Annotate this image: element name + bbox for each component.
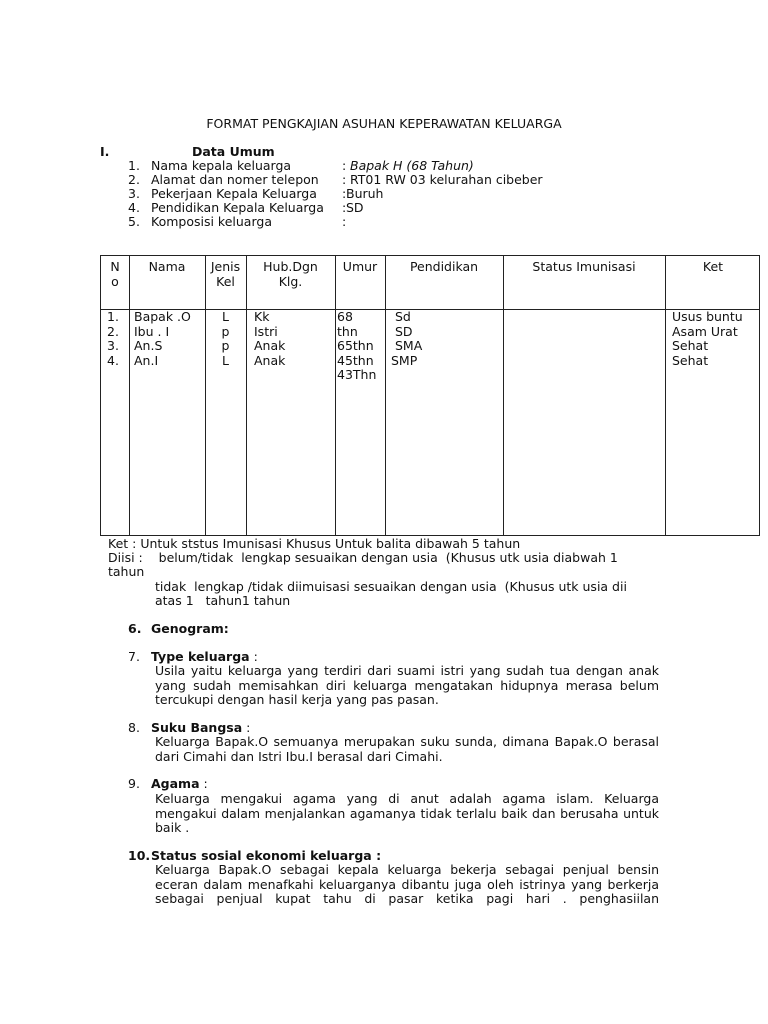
column-divider — [385, 256, 386, 535]
column-jenis-kel: L p p L — [221, 309, 230, 368]
item-number: 5. — [128, 214, 140, 229]
item-separator: : — [342, 200, 347, 215]
column-divider — [335, 256, 336, 535]
header-umur: Umur — [342, 259, 378, 274]
type-number: 7. — [128, 649, 140, 664]
column-divider — [129, 256, 130, 535]
column-no: 1. 2. 3. 4. — [107, 309, 119, 368]
note-diisi-line2b: atas 1 tahun1 tahun — [155, 593, 291, 608]
item-number: 1. — [128, 158, 140, 173]
header-jenis-kel: Jenis Kel — [210, 259, 241, 289]
item-number: 3. — [128, 186, 140, 201]
agama-colon: : — [199, 776, 208, 791]
item-separator: : — [342, 172, 347, 187]
agama-paragraph: Keluarga mengakui agama yang di anut adalah agama islam. Keluarga mengakui dalam menjalankan agamanya tidak terlalu baik dan berusaha untuk baik . — [155, 791, 659, 835]
agama-number: 9. — [128, 776, 140, 791]
status-paragraph: Keluarga Bapak.O sebagai kepala keluarga bekerja sebagai penjual bensin eceran dalam menafkahi keluarganya dibantu juga oleh istrinya yang berkerja sebagai penjual kupat tahu di pasar ketika pagi hari . penghasiilan — [155, 862, 659, 906]
item-value: SD — [346, 200, 364, 215]
item-number: 4. — [128, 200, 140, 215]
column-divider — [665, 256, 666, 535]
suku-number: 8. — [128, 720, 140, 735]
note-diisi-line2: tidak lengkap /tidak diimuisasi sesuaikan dengan usia (Khusus utk usia dii — [155, 579, 627, 594]
section-numeral: I. — [100, 144, 110, 159]
genogram-number: 6. — [128, 621, 142, 636]
header-nama: Nama — [148, 259, 186, 274]
item-separator: : — [342, 186, 347, 201]
suku-label: Suku Bangsa — [151, 720, 243, 735]
header-row-divider — [101, 309, 759, 310]
column-divider — [503, 256, 504, 535]
column-divider — [205, 256, 206, 535]
item-separator: : — [342, 214, 347, 229]
header-status-imunisasi: Status Imunisasi — [532, 259, 636, 274]
item-value: Buruh — [346, 186, 384, 201]
section-heading: Data Umum — [192, 144, 275, 159]
header-ket: Ket — [702, 259, 724, 274]
column-ket: Usus buntu Asam Urat Sehat Sehat — [672, 309, 743, 368]
header-no: N o — [110, 259, 120, 289]
item-separator: : — [342, 158, 347, 173]
item-label: Alamat dan nomer telepon — [151, 172, 319, 187]
type-colon: : — [249, 649, 258, 664]
agama-label: Agama — [151, 776, 200, 791]
column-hub-keluarga: Kk Istri Anak Anak — [254, 309, 286, 368]
item-label: Nama kepala keluarga — [151, 158, 292, 173]
header-pendidikan: Pendidikan — [409, 259, 479, 274]
type-label: Type keluarga — [151, 649, 250, 664]
family-composition-table — [100, 255, 760, 536]
item-number: 2. — [128, 172, 140, 187]
header-hub-keluarga: Hub.Dgn Klg. — [263, 259, 318, 289]
item-label: Pekerjaan Kepala Keluarga — [151, 186, 317, 201]
type-paragraph: Usila yaitu keluarga yang terdiri dari suami istri yang sudah tua dengan anak yang sudah memisahkan diri keluarga mengatakan hidupnya merasa belum tercukupi dengan hasil kerja yang pas pasan. — [155, 663, 659, 707]
column-divider — [246, 256, 247, 535]
suku-colon: : — [242, 720, 251, 735]
status-heading: Status sosial ekonomi keluarga : — [151, 848, 382, 863]
item-label: Pendidikan Kepala Keluarga — [151, 200, 324, 215]
genogram-heading: Genogram: — [151, 621, 229, 636]
column-pendidikan: Sd SD SMA SMP — [391, 309, 423, 368]
status-number: 10. — [128, 848, 151, 863]
note-ket: Ket : Untuk ststus Imunisasi Khusus Untuk balita dibawah 5 tahun — [108, 536, 521, 551]
item-label: Komposisi keluarga — [151, 214, 272, 229]
column-nama: Bapak .O Ibu . I An.S An.I — [134, 309, 191, 368]
note-diisi-line1b: tahun — [108, 564, 145, 579]
item-value: RT01 RW 03 kelurahan cibeber — [350, 172, 543, 187]
column-umur: 68 thn 65thn 45thn 43Thn — [337, 309, 377, 382]
document-title: FORMAT PENGKAJIAN ASUHAN KEPERAWATAN KELUARGA — [206, 116, 562, 131]
agama-heading — [151, 777, 208, 792]
note-diisi-line1: Diisi : belum/tidak lengkap sesuaikan dengan usia (Khusus utk usia diabwah 1 — [108, 550, 618, 565]
suku-paragraph: Keluarga Bapak.O semuanya merupakan suku sunda, dimana Bapak.O berasal dari Cimahi dan Istri Ibu.I berasal dari Cimahi. — [155, 734, 659, 764]
item-value: Bapak H (68 Tahun) — [350, 158, 474, 173]
